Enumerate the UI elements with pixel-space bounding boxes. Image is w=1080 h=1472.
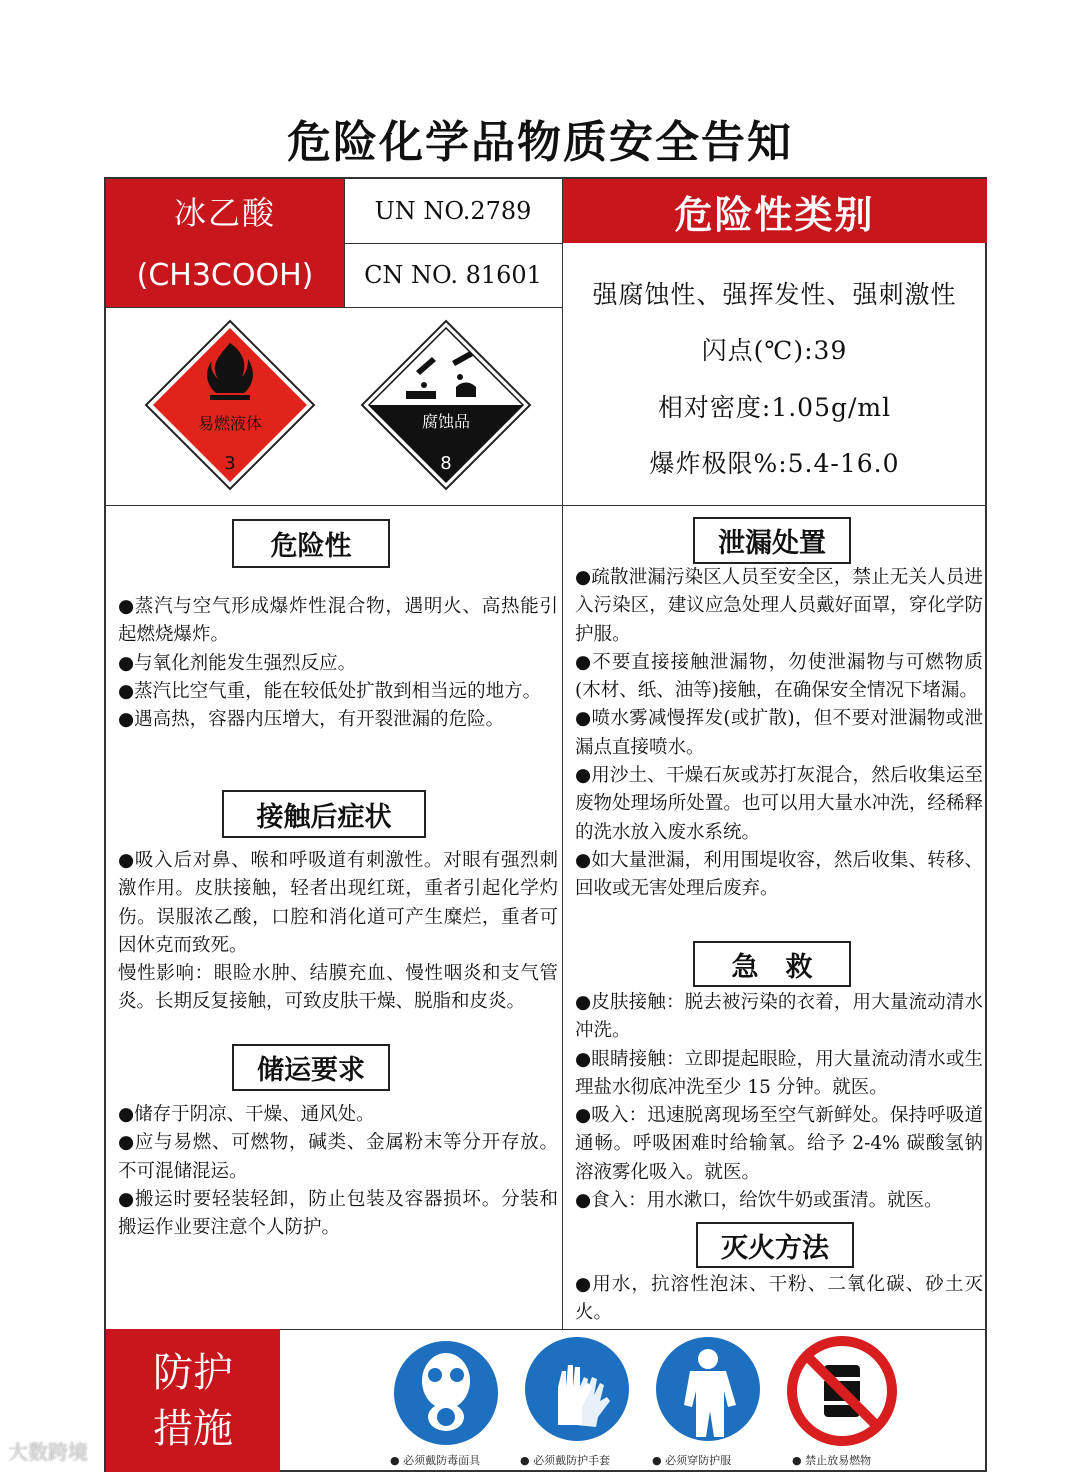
storage-item: ●储存于阴凉、干燥、通风处。 xyxy=(118,1104,375,1125)
symptoms-item: 慢性影响：眼睑水肿、结膜充血、慢性咽炎和支气管炎。长期反复接触，可致皮肤干燥、脱脂和皮炎。 xyxy=(118,963,558,1013)
protection-heading-line2: 措施 xyxy=(153,1406,233,1452)
firstaid-text xyxy=(575,989,983,1215)
danger-item: ●蒸汽与空气形成爆炸性混合物，遇明火、高热能引起燃烧爆炸。 xyxy=(118,596,558,646)
protective-suit-icon xyxy=(656,1337,760,1441)
diamond-label-flammable: 易燃液体 xyxy=(197,414,263,433)
no-flammables-icon xyxy=(792,1341,892,1441)
un-number: UN NO.2789 xyxy=(374,197,532,225)
fire-text xyxy=(575,1271,983,1328)
caption-suit: ● 必须穿防护服 xyxy=(652,1454,732,1467)
storage-text xyxy=(118,1101,558,1242)
leak-text xyxy=(575,564,983,904)
diamond-label-corrosive: 腐蚀品 xyxy=(421,412,471,431)
fire-item: ●用水，抗溶性泡沫、干粉、二氧化碳、砂土灭火。 xyxy=(575,1274,983,1324)
hazard-pictograms xyxy=(106,307,562,505)
firstaid-item: ●眼睛接触：立即提起眼睑，用大量流动清水或生理盐水彻底冲洗至少 15 分钟。就医。 xyxy=(575,1048,983,1098)
leak-item: ●疏散泄漏污染区人员至安全区，禁止无关人员进入污染区，建议应急处理人员戴好面罩，穿化学防护服。 xyxy=(575,567,983,645)
hazard-type: 强腐蚀性、强挥发性、强刺激性 xyxy=(592,280,957,309)
firstaid-item: ●吸入：迅速脱离现场至空气新鲜处。保持呼吸道通畅。呼吸困难时给输氧。给予 2-4% 碳酸氢钠溶液雾化吸入。就医。 xyxy=(575,1105,983,1183)
page-title: 危险化学品物质安全告知 xyxy=(287,117,793,168)
chemical-formula: (CH3COOH) xyxy=(106,243,344,307)
gas-mask-icon xyxy=(394,1341,498,1445)
section-title-danger: 危险性 xyxy=(232,519,390,568)
leak-item: ●如大量泄漏，利用围堤收容，然后收集、转移、回收或无害处理后废弃。 xyxy=(575,849,983,900)
danger-item: ●与氧化剂能发生强烈反应。 xyxy=(118,652,357,674)
diamond-number-flammable: 3 xyxy=(224,453,236,474)
section-title-leak: 泄漏处置 xyxy=(693,517,851,564)
caption-gas-mask: ● 必须戴防毒面具 xyxy=(390,1454,481,1467)
section-title-symptoms: 接触后症状 xyxy=(222,790,426,838)
hazard-category-heading: 危险性类别 xyxy=(562,179,987,243)
caption-no-flammables: ● 禁止放易燃物 xyxy=(792,1454,872,1467)
protection-heading xyxy=(106,1329,280,1472)
watermark: 大数跨境 xyxy=(8,1440,88,1464)
section-title-fire: 灭火方法 xyxy=(696,1222,854,1268)
cn-number: CN NO. 81601 xyxy=(364,261,542,289)
caption-gloves: ● 必须戴防护手套 xyxy=(520,1454,611,1467)
chemical-name: 冰乙酸 xyxy=(106,179,344,243)
leak-item: ●不要直接接触泄漏物，勿使泄漏物与可燃物质(木材、纸、油等)接触，在确保安全情况下堵漏。 xyxy=(575,651,983,702)
explosion-limit: 爆炸极限%:5.4-16.0 xyxy=(649,449,900,478)
flammable-liquid-diamond-icon xyxy=(146,321,314,489)
section-title-storage: 储运要求 xyxy=(232,1044,390,1091)
protection-heading-line1: 防护 xyxy=(153,1350,233,1396)
symptoms-item: ●吸入后对鼻、喉和呼吸道有刺激性。对眼有强烈刺激作用。皮肤接触，轻者出现红斑，重者引起化学灼伤。误服浓乙酸，口腔和消化道可产生糜烂，重者可因休克而致死。 xyxy=(118,850,558,956)
danger-item: ●遇高热，容器内压增大，有开裂泄漏的危险。 xyxy=(118,709,505,731)
protection-icons xyxy=(280,1329,987,1472)
leak-item: ●用沙土、干燥石灰或苏打灰混合，然后收集运至废物处理场所处置。也可以用大量水冲洗，经稀释的洗水放入废水系统。 xyxy=(575,765,983,843)
storage-item: ●搬运时要轻装轻卸，防止包装及容器损坏。分装和搬运作业要注意个人防护。 xyxy=(118,1188,558,1239)
gloves-icon xyxy=(525,1337,629,1441)
safety-sheet xyxy=(104,177,987,1472)
danger-item: ●蒸汽比空气重，能在较低处扩散到相当远的地方。 xyxy=(118,680,542,702)
firstaid-item: ●皮肤接触：脱去被污染的衣着，用大量流动清水冲洗。 xyxy=(575,992,983,1042)
diamond-number-corrosive: 8 xyxy=(440,453,452,474)
danger-text xyxy=(118,593,558,734)
section-title-firstaid: 急 救 xyxy=(693,941,851,987)
leak-item: ●喷水雾减慢挥发(或扩散)，但不要对泄漏物或泄漏点直接喷水。 xyxy=(575,708,983,758)
flash-point: 闪点(℃):39 xyxy=(701,336,848,365)
firstaid-item: ●食入：用水漱口，给饮牛奶或蛋清。就医。 xyxy=(575,1190,943,1212)
hazard-properties xyxy=(562,243,987,505)
symptoms-text xyxy=(118,847,558,1017)
relative-density: 相对密度:1.05g/ml xyxy=(657,393,892,422)
corrosive-diamond-icon xyxy=(362,321,530,489)
storage-item: ●应与易燃、可燃物，碱类、金属粉末等分开存放。不可混储混运。 xyxy=(118,1132,558,1182)
